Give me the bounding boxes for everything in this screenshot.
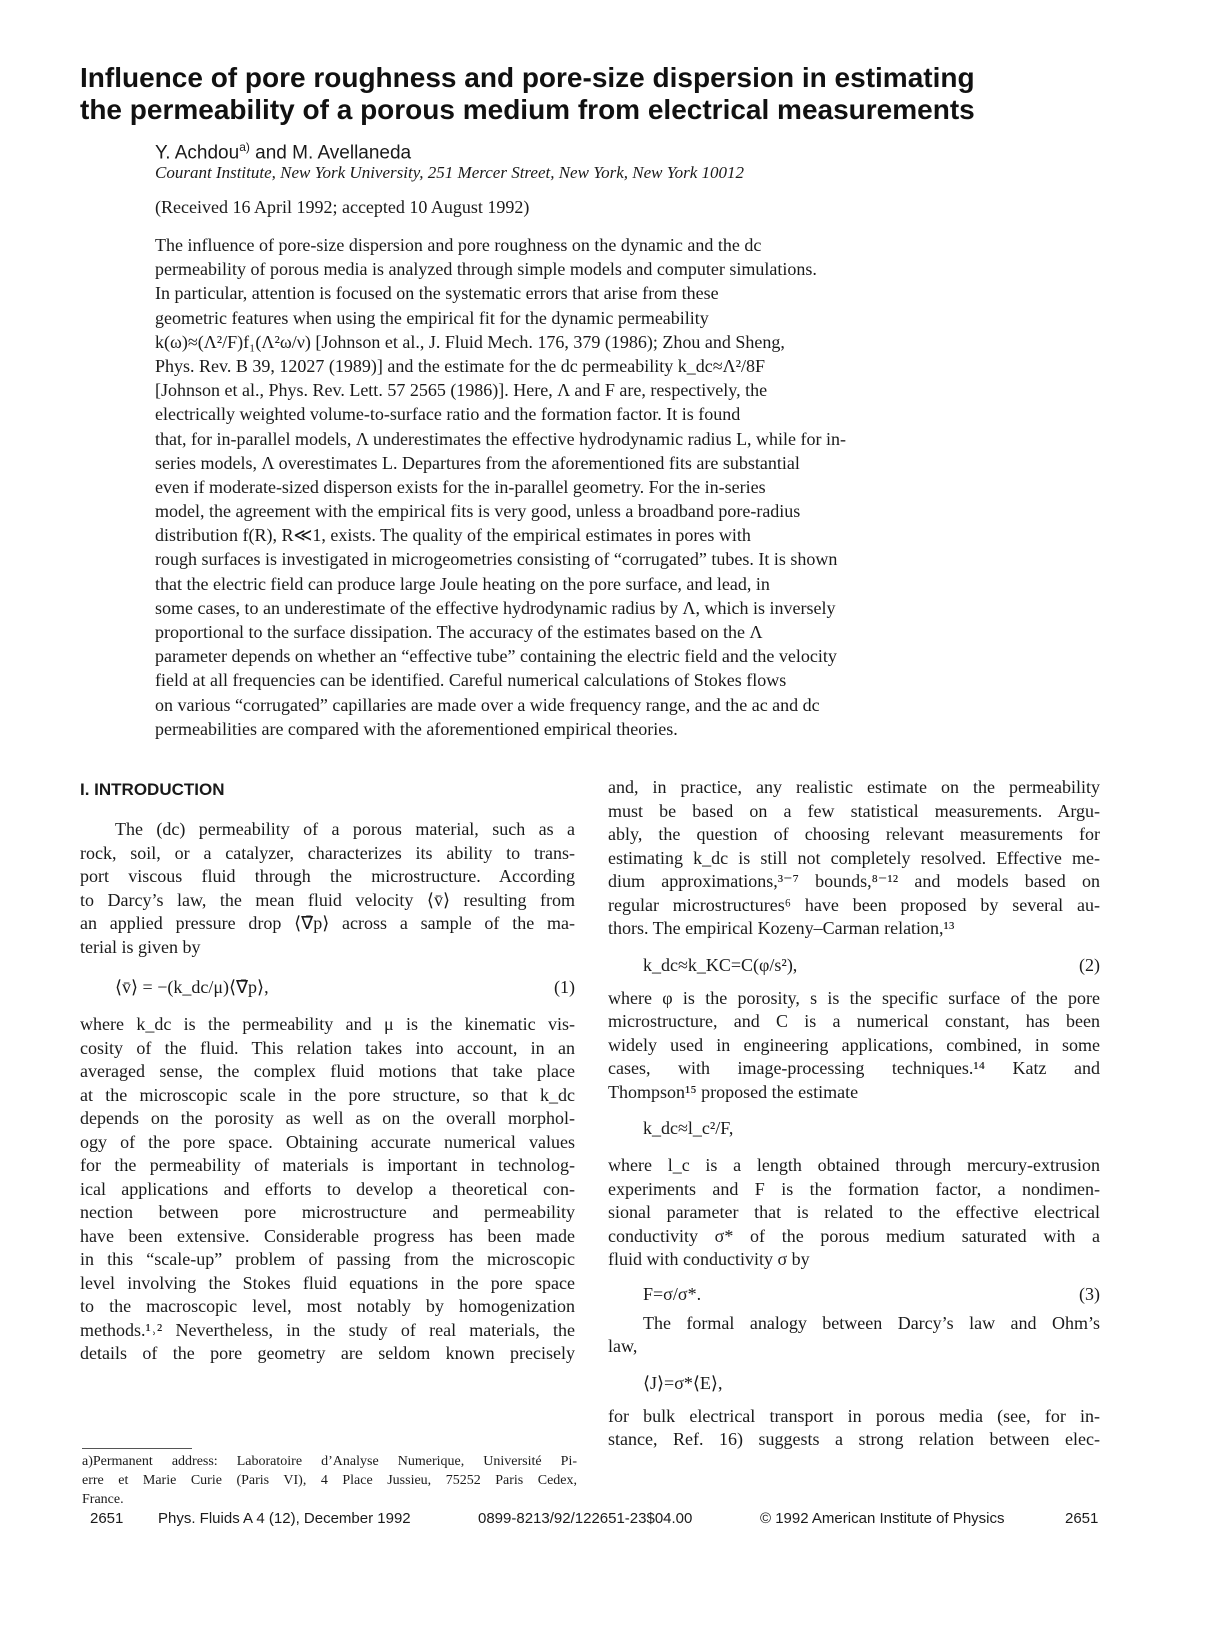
- authors: [155, 140, 411, 164]
- abstract-line: that the electric field can produce large Joule heating on the pore surface, and lead, in: [155, 573, 770, 594]
- text-line: The (dc) permeability of a porous material, such as a: [115, 819, 575, 839]
- text-line: methods.¹˒² Nevertheless, in the study of real materials, the: [80, 1319, 575, 1340]
- equation-2-number: (2): [1079, 954, 1100, 975]
- abstract-line: distribution f(R), R≪1, exists. The quality of the empirical estimates in pores with: [155, 525, 751, 546]
- abstract-line: In particular, attention is focused on the systematic errors that arise from these: [155, 283, 719, 304]
- text-line: to the macroscopic level, most notably by homogenization: [80, 1296, 575, 1316]
- equation-katz-thompson: [608, 1116, 1100, 1140]
- text-line: law,: [608, 1336, 638, 1356]
- text-line: for bulk electrical transport in porous media (see, for in-: [608, 1405, 1100, 1426]
- text-line: an applied pressure drop ⟨∇̄p⟩ across a sample of the ma-: [80, 913, 575, 933]
- text-line: where k_dc is the permeability and μ is the kinematic vis-: [80, 1014, 575, 1034]
- abstract-line: The influence of pore-size dispersion and pore roughness on the dynamic and the dc: [155, 235, 762, 255]
- equation-3-text: F=σ/σ*.: [643, 1283, 702, 1304]
- text-line: Thompson¹⁵ proposed the estimate: [608, 1081, 859, 1102]
- text-line: at the microscopic scale in the pore structure, so that k_dc: [80, 1084, 575, 1105]
- text-line: details of the pore geometry are seldom known precisely: [80, 1343, 575, 1363]
- text-line: ably, the question of choosing relevant measurements for: [608, 824, 1100, 844]
- footnote-line: erre et Marie Curie (Paris VI), 4 Place Jussieu, 75252 Paris Cedex,: [82, 1473, 577, 1488]
- footer-page-number-left: 2651: [90, 1510, 124, 1527]
- footer-journal: Phys. Fluids A 4 (12), December 1992: [158, 1510, 411, 1527]
- text-line: The formal analogy between Darcy’s law and Ohm’s: [643, 1312, 1100, 1333]
- text-line: stance, Ref. 16) suggests a strong relation between elec-: [608, 1429, 1100, 1449]
- text-line: for the permeability of materials is important in technolog-: [80, 1155, 575, 1175]
- author-1: Y. Achdou: [155, 142, 240, 164]
- abstract-line: Phys. Rev. B 39, 12027 (1989)] and the estimate for the dc permeability k_dc≈Λ²/8F: [155, 355, 766, 376]
- text-line: where φ is the porosity, s is the specific surface of the pore: [608, 987, 1100, 1008]
- abstract-line: on various “corrugated” capillaries are made over a wide frequency range, and the ac and dc: [155, 694, 820, 715]
- abstract-line: model, the agreement with the empirical fits is very good, unless a broadband pore-radius: [155, 501, 801, 522]
- equation-1: [80, 975, 575, 999]
- left-column: [80, 778, 575, 1366]
- text-line: fluid with conductivity σ by: [608, 1249, 810, 1269]
- abstract-line: electrically weighted volume-to-surface ratio and the formation factor. It is found: [155, 404, 741, 425]
- abstract-line: proportional to the surface dissipation. The accuracy of the estimates based on the Λ: [155, 622, 763, 642]
- abstract-line: that, for in-parallel models, Λ underestimates the effective hydrodynamic radius L, while for in-: [155, 428, 847, 449]
- text-line: depends on the porosity as well as on the overall morphol-: [80, 1108, 575, 1128]
- text-line: widely used in engineering applications, combined, in some: [608, 1034, 1100, 1055]
- footer-article-code: 0899-8213/92/122651-23$04.00: [478, 1510, 693, 1527]
- text-line: microstructure, and C is a numerical constant, has been: [608, 1011, 1100, 1031]
- right-paragraph-2: [608, 987, 1100, 1105]
- abstract-line: field at all frequencies can be identified. Careful numerical calculations of Stokes flows: [155, 670, 787, 691]
- author-footnote-mark: a): [239, 140, 250, 154]
- text-line: dium approximations,³⁻⁷ bounds,⁸⁻¹² and models based on: [608, 871, 1100, 891]
- equation-ohm-text: ⟨J⟩=σ*⟨E⟩,: [643, 1372, 723, 1393]
- equation-3-number: (3): [1079, 1283, 1100, 1304]
- intro-paragraph-2: [80, 1013, 575, 1366]
- text-line: rock, soil, or a catalyzer, characterizes its ability to trans-: [80, 842, 575, 863]
- text-line: ogy of the pore space. Obtaining accurate numerical values: [80, 1131, 575, 1152]
- text-line: cases, with image-processing techniques.¹⁴ Katz and: [608, 1058, 1100, 1078]
- text-line: port viscous fluid through the microstructure. According: [80, 866, 575, 886]
- text-line: terial is given by: [80, 936, 201, 957]
- title-line-2: the permeability of a porous medium from electrical measurements: [80, 94, 975, 125]
- abstract-line: some cases, to an underestimate of the effective hydrodynamic radius by Λ, which is inversely: [155, 597, 836, 618]
- text-line: ical applications and efforts to develop a theoretical con-: [80, 1178, 575, 1199]
- abstract-line: permeabilities are compared with the aforementioned empirical theories.: [155, 718, 678, 739]
- text-line: nection between pore microstructure and permeability: [80, 1202, 575, 1222]
- text-line: to Darcy’s law, the mean fluid velocity ⟨v̄⟩ resulting from: [80, 889, 575, 910]
- text-line: experiments and F is the formation factor, a nondimen-: [608, 1178, 1100, 1199]
- text-line: conductivity σ* of the porous medium saturated with a: [608, 1225, 1100, 1246]
- text-line: sional parameter that is related to the effective electrical: [608, 1202, 1100, 1222]
- abstract-line: permeability of porous media is analyzed through simple models and computer simulations.: [155, 259, 817, 280]
- footnote-line: France.: [82, 1492, 124, 1507]
- text-line: regular microstructures⁶ have been proposed by several au-: [608, 894, 1100, 915]
- text-line: cosity of the fluid. This relation takes into account, in an: [80, 1037, 575, 1058]
- right-paragraph-3: [608, 1154, 1100, 1272]
- abstract-line: parameter depends on whether an “effective tube” containing the electric field and the velocity: [155, 646, 837, 667]
- equation-2-text: k_dc≈k_KC=C(φ/s²),: [643, 954, 798, 975]
- equation-kt-text: k_dc≈l_c²/F,: [643, 1118, 734, 1138]
- equation-3: [608, 1282, 1100, 1306]
- right-column: [608, 776, 1100, 1452]
- footnote-line: a)Permanent address: Laboratoire d’Analyse Numerique, Université Pi-: [82, 1454, 577, 1469]
- text-line: estimating k_dc is still not completely resolved. Effective me-: [608, 847, 1100, 868]
- equation-2: [608, 953, 1100, 977]
- received-dates: (Received 16 April 1992; accepted 10 August 1992): [155, 197, 530, 217]
- right-paragraph-5: [608, 1405, 1100, 1452]
- text-line: thors. The empirical Kozeny–Carman relation,¹³: [608, 918, 955, 938]
- abstract-line: even if moderate-sized disperson exists for the in-parallel geometry. For the in-series: [155, 476, 766, 497]
- right-paragraph-4: [608, 1312, 1100, 1359]
- abstract-line: k(ω)≈(Λ²/F)f₁(Λ²ω/ν) [Johnson et al., J. Fluid Mech. 176, 379 (1986); Zhou and Sheng,: [155, 331, 785, 352]
- section-heading: I. INTRODUCTION: [80, 780, 225, 799]
- footer-page-number-right: 2651: [1065, 1510, 1099, 1527]
- text-line: where l_c is a length obtained through mercury-extrusion: [608, 1155, 1100, 1175]
- abstract-line: series models, Λ overestimates L. Departures from the aforementioned fits are substantial: [155, 452, 800, 473]
- text-line: in this “scale-up” problem of passing from the microscopic: [80, 1249, 575, 1269]
- equation-ohm: [608, 1371, 1100, 1395]
- footer-copyright: © 1992 American Institute of Physics: [760, 1510, 1005, 1527]
- text-line: must be based on a few statistical measurements. Argu-: [608, 800, 1100, 821]
- abstract-line: [Johnson et al., Phys. Rev. Lett. 57 2565 (1986)]. Here, Λ and F are, respectively, the: [155, 380, 768, 401]
- right-paragraph-1: [608, 776, 1100, 941]
- abstract-line: geometric features when using the empirical fit for the dynamic permeability: [155, 307, 709, 328]
- intro-paragraph-1: [80, 818, 575, 959]
- abstract-line: rough surfaces is investigated in microgeometries consisting of “corrugated” tubes. It is shown: [155, 549, 838, 570]
- equation-1-text: ⟨v̄⟩ = −(k_dc/μ)⟨∇̄p⟩,: [115, 977, 269, 997]
- paper-title: [80, 62, 1160, 126]
- affiliation: Courant Institute, New York University, 251 Mercer Street, New York, New York 10012: [155, 163, 745, 182]
- text-line: have been extensive. Considerable progress has been made: [80, 1225, 575, 1246]
- text-line: and, in practice, any realistic estimate on the permeability: [608, 777, 1100, 797]
- text-line: averaged sense, the complex fluid motions that take place: [80, 1061, 575, 1081]
- equation-1-number: (1): [554, 977, 575, 997]
- title-line-1: Influence of pore roughness and pore-size dispersion in estimating: [80, 62, 975, 93]
- footnote: [82, 1452, 577, 1509]
- author-2: and M. Avellaneda: [249, 142, 412, 164]
- abstract: [155, 233, 1000, 741]
- footnote-rule: [82, 1448, 192, 1449]
- text-line: level involving the Stokes fluid equations in the pore space: [80, 1272, 575, 1293]
